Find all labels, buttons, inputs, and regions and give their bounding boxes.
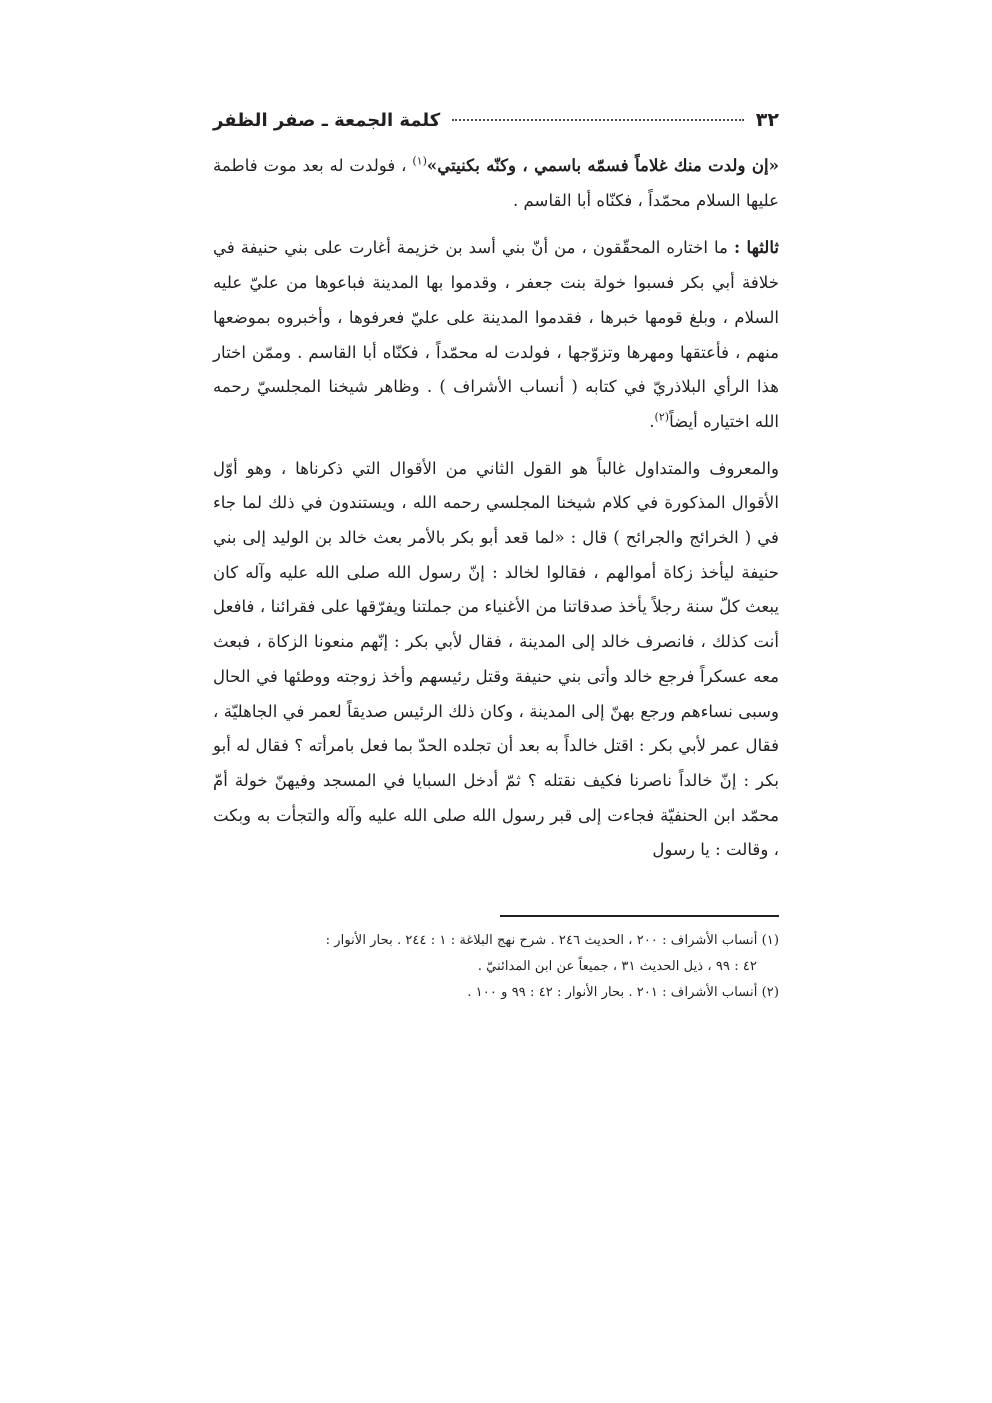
footnote-number: (٢) <box>761 985 779 1000</box>
footnote-2 <box>213 980 779 1006</box>
footnote-ref-1: (١) <box>412 154 427 168</box>
main-text <box>213 148 779 868</box>
paragraph-2 <box>213 230 779 439</box>
footnote-text-cont: ٤٢ : ٩٩ ، ذيل الحديث ٣١ ، جميعاً عن ابن المدائنيّ . <box>477 959 757 974</box>
footnote-1-continuation <box>213 954 779 980</box>
page-number: ٣٢ <box>755 109 779 131</box>
footnote-text: أنساب الأشراف : ٢٠١ . بحار الأنوار : ٤٢ : ٩٩ و ١٠٠ . <box>467 985 758 1000</box>
header-dotted-leader <box>452 119 744 121</box>
quote-text: «إن ولدت منك غلاماً فسمّه باسمي ، وكنّه بكنيتي» <box>426 155 779 175</box>
paragraph-2-end: . <box>649 411 655 431</box>
footnotes <box>213 928 779 1006</box>
paragraph-3 <box>213 452 779 868</box>
paragraph-1 <box>213 148 779 218</box>
page-header <box>213 100 779 140</box>
paragraph-1-text: ، فولدت له بعد موت فاطمة عليها السلام محمّداً ، فكنّاه أبا القاسم . <box>213 156 779 210</box>
footnote-1 <box>213 928 779 954</box>
paragraph-3-text: والمعروف والمتداول غالباً هو القول الثاني من الأقوال التي ذكرناها ، وهو أوّل الأقوال المذكورة في كلام شيخنا المجلسي رحمه الله ، ويستندون في ذلك لما جاء في ( الخرائج والجرائح ) قال : «لما قعد أبو بكر بالأمر بعث خالد بن الوليد إلى بني حنيفة ليأخذ زكاة أموالهم ، فقالوا لخالد : إنّ رسول الله صلى الله عليه وآله كان يبعث كلّ سنة رجلاً يأخذ صدقاتنا من الأغنياء من جملتنا ويفرّقها على فقرائنا ، فافعل أنت كذلك ، فانصرف خالد إلى المدينة ، فقال لأبي بكر : إنّهم منعونا الزكاة ، فبعث معه عسكراً فرجع خالد وأتى بني حنيفة وقتل رئيسهم وأخذ زوجته ووطئها في الحال وسبى نساءهم ورجع بهنّ إلى المدينة ، وكان ذلك الرئيس صديقاً لعمر في الجاهليّة ، فقال عمر لأبي بكر : اقتل خالداً به بعد أن تجلده الحدّ بما فعل بامرأته ؟ فقال له أبو بكر : إنّ خالداً ناصرنا فكيف نقتله ؟ ثمّ أدخل السبايا في المسجد وفيهنّ خولة أمّ محمّد ابن الحنفيّة فجاءت إلى قبر رسول الله صلى الله عليه وآله والتجأت به وبكت ، وقالت : يا رسول <box>213 458 779 860</box>
footnote-ref-2: (٢) <box>654 410 670 424</box>
paragraph-2-text: ما اختاره المحقّقون ، من أنّ بني أسد بن خزيمة أغارت على بني حنيفة في خلافة أبي بكر فسبوا خولة بنت جعفر ، وقدموا بها المدينة فباعوها من عليّ عليه السلام ، وبلغ قومها خبرها ، فقدموا المدينة على عليّ فعرفوها ، وأخبروه بموضعها منهم ، فأعتقها ومهرها وتزوّجها ، فولدت له محمّداً ، فكنّاه أبا القاسم . وممّن اختار هذا الرأي البلاذريّ في كتابه ( أنساب الأشراف ) . وظاهر شيخنا المجلسيّ رحمه الله اختياره أيضاً <box>213 238 779 431</box>
footnote-divider <box>500 915 779 917</box>
book-title: كلمة الجمعة ـ صفر الظفر <box>213 109 441 131</box>
footnote-number: (١) <box>761 933 779 948</box>
footnote-text: أنساب الأشراف : ٢٠٠ ، الحديث ٢٤٦ . شرح نهج البلاغة : ١ : ٢٤٤ . بحار الأنوار : <box>325 933 758 948</box>
paragraph-2-lead: ثالثها : <box>733 237 779 258</box>
